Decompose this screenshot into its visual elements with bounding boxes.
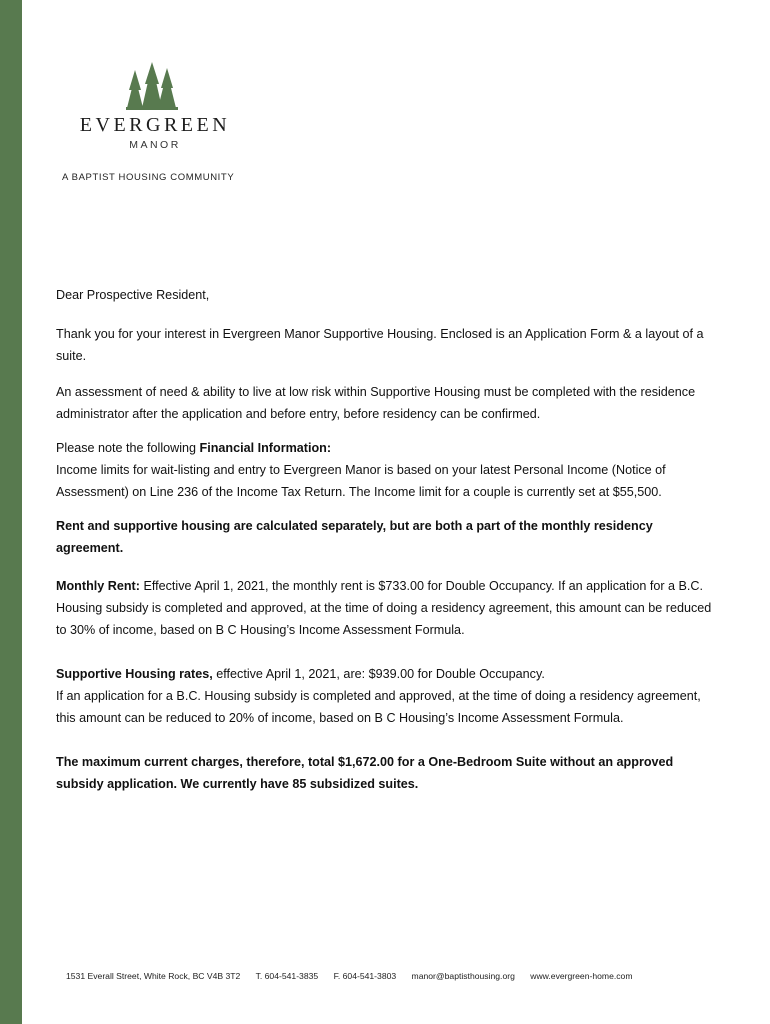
tree-icon — [126, 62, 178, 110]
salutation: Dear Prospective Resident, — [56, 288, 210, 302]
footer-phone: T. 604-541-3835 — [255, 971, 319, 981]
paragraph-financial — [56, 437, 721, 503]
financial-body: Income limits for wait-listing and entry to Evergreen Manor is based on your latest Personal Income (Notice of Assessment) on Line 236 of the Income Tax Return. The Income limit for a couple is currently set at $55,500. — [56, 463, 666, 499]
tagline: A BAPTIST HOUSING COMMUNITY — [62, 172, 235, 183]
maximum-charges: The maximum current charges, therefore, total $1,672.00 for a One-Bedroom Suite without an approved subsidy application. We currently have 85 subsidized suites. — [56, 755, 674, 791]
letter-body — [56, 284, 721, 795]
paragraph-separate — [56, 515, 721, 559]
footer-fax: F. 604-541-3803 — [333, 971, 397, 981]
footer-contact — [66, 971, 645, 981]
paragraph-supportive — [56, 663, 721, 729]
footer-address: 1531 Everall Street, White Rock, BC V4B 3T2 — [66, 971, 241, 981]
rent-body: Effective April 1, 2021, the monthly rent is $733.00 for Double Occupancy. If an application for a B.C. Housing subsidy is completed and approved, at the time of doing a residency agreement, this amount can be reduced to 30% of income, based on B C Housing’s Income Assessment Formula. — [56, 579, 712, 637]
footer-website: www.evergreen-home.com — [530, 971, 633, 981]
paragraph-maximum — [56, 751, 721, 795]
financial-lead: Please note the following — [56, 441, 200, 455]
side-accent-bar — [0, 0, 22, 1024]
supportive-body: effective April 1, 2021, are: $939.00 for Double Occupancy. — [212, 667, 545, 681]
footer-email: manor@baptisthousing.org — [411, 971, 515, 981]
brand-subtitle: MANOR — [129, 139, 181, 151]
supportive-heading: Supportive Housing rates, — [56, 667, 213, 681]
rent-heading: Monthly Rent: — [56, 579, 140, 593]
paragraph-assessment: An assessment of need & ability to live at low risk within Supportive Housing must be completed with the residence administrator after the application and before entry, before residency can be confirmed. — [56, 385, 696, 421]
paragraph-intro: Thank you for your interest in Evergreen Manor Supportive Housing. Enclosed is an Application Form & a layout of a suite. — [56, 327, 704, 363]
supportive-body-2: If an application for a B.C. Housing subsidy is completed and approved, at the time of doing a residency agreement, this amount can be reduced to 20% of income, based on B C Housing’s Income Assessment Formula. — [56, 689, 701, 725]
brand-name: EVERGREEN — [79, 114, 231, 136]
financial-heading: Financial Information: — [199, 441, 332, 455]
separate-note: Rent and supportive housing are calculated separately, but are both a part of the monthly residency agreement. — [56, 519, 653, 555]
paragraph-rent — [56, 575, 721, 641]
